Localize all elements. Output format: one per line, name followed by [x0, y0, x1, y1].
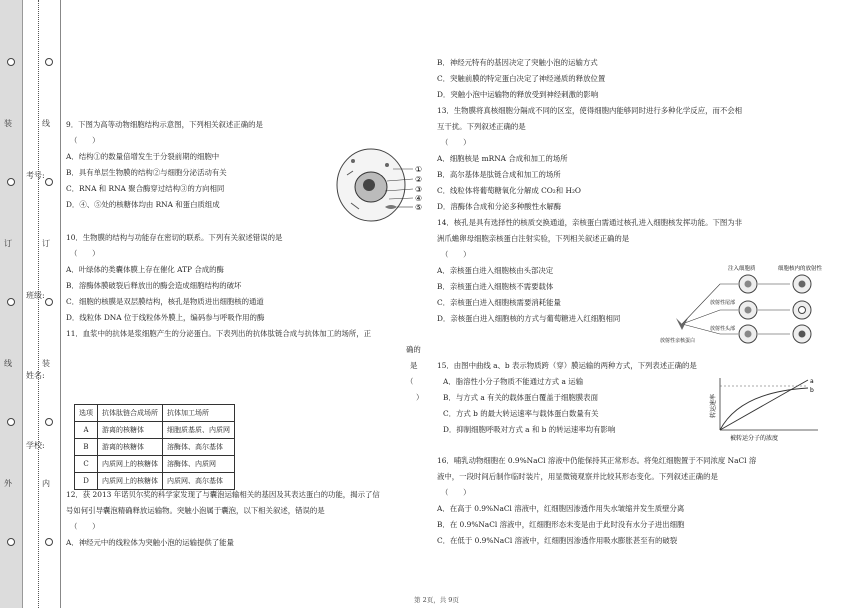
table-header: 选项: [75, 405, 98, 422]
curve-label: a: [810, 378, 814, 385]
table-cell: 游离的核糖体: [98, 422, 163, 439]
q10-stem: 10．生物膜的结构与功能存在密切的联系。下列有关叙述错误的是: [66, 233, 283, 242]
q14-stem-2: 洲爪蟾卵母细胞亲核蛋白注射实验，下列相关叙述正确的是: [437, 234, 630, 243]
q9-blank: （ ）: [70, 136, 100, 145]
q14-stem: 14．核孔是具有选择性的核质交换通道，亲核蛋白需通过核孔进入细胞核发挥功能。下图为非: [437, 218, 743, 227]
inner-mark: 线: [42, 119, 50, 128]
table-cell: 溶酶体、高尔基体: [163, 439, 235, 456]
q12-option-c: C．突触前膜的特定蛋白决定了神经递质的释放位置: [437, 74, 606, 83]
q12-stem-2: 号如何引导囊泡精确释放运输物。突触小泡属于囊泡，以下相关叙述，错误的是: [66, 506, 325, 515]
q16-option-b: B．在 0.9%NaCl 溶液中，红细胞形态未变是由于此时没有水分子进出细胞: [437, 520, 685, 529]
q15-option-c: C．方式 b 的最大转运速率与载体蛋白数量有关: [443, 409, 599, 418]
q9-option-a: A．结构①的数量倍增发生于分裂前期的细胞中: [66, 152, 220, 161]
q15-option-b: B．与方式 a 有关的载体蛋白覆盖于细胞膜表面: [443, 393, 598, 402]
q12-option-a: A．神经元中的线粒体为突触小泡的运输提供了能量: [66, 538, 234, 547]
q11-tail: 是: [410, 361, 418, 370]
q13-blank: （ ）: [441, 138, 471, 147]
table-row: [75, 422, 235, 439]
binding-mark: 订: [4, 239, 12, 248]
table-cell: B: [75, 439, 98, 456]
q9-option-c: C．RNA 和 RNA 聚合酶穿过结构③的方向相同: [66, 184, 225, 193]
q12-stem: 12．获 2013 年诺贝尔奖的科学家发现了与囊泡运输相关的基因及其表达蛋白的功能，揭示了信: [66, 490, 380, 499]
field-label: 学校:: [26, 441, 45, 450]
x-axis-label: 被转运分子的浓度: [730, 435, 779, 442]
fig-label: ①: [415, 165, 423, 174]
q10-option-a: A．叶绿体的类囊体膜上存在催化 ATP 合成的酶: [66, 265, 224, 274]
table-cell: C: [75, 456, 98, 473]
q10-option-b: B．溶酶体膜破裂后释放出的酶会造成细胞结构的破坏: [66, 281, 242, 290]
q11-table: [74, 404, 235, 490]
q15-stem: 15．由图中曲线 a、b 表示物质跨（穿）膜运输的两种方式，下列表述正确的是: [437, 361, 697, 370]
q14-option-a: A．亲核蛋白进入细胞核由头部决定: [437, 266, 554, 275]
q13-option-d: D．溶酶体合成和分泌多种酸性水解酶: [437, 202, 562, 211]
table-row: [75, 439, 235, 456]
q12-blank: （ ）: [70, 522, 100, 531]
cut-line: [38, 0, 39, 608]
q13-stem-2: 互干扰。下列叙述正确的是: [437, 122, 526, 131]
q16-stem: 16．哺乳动物细胞在 0.9%NaCl 溶液中仍能保持其正常形态。将兔红细胞置于不同浓度 NaCl 溶: [437, 456, 757, 465]
q16-stem-2: 液中，一段时间后制作临时装片，用显微镜观察并比较其形态变化。下列叙述正确的是: [437, 472, 718, 481]
nuclear-protein-figure: [660, 262, 838, 346]
q14-blank: （ ）: [441, 250, 471, 259]
binding-mark: 装: [4, 119, 12, 128]
binding-mark: 线: [4, 359, 12, 368]
inner-mark: 订: [42, 239, 50, 248]
q12-option-d: D．突触小泡中运输物的释放受到神经刺激的影响: [437, 90, 599, 99]
table-cell: 内质网上的核糖体: [98, 473, 163, 490]
table-header-row: [75, 405, 235, 422]
q13-option-c: C．线粒体将葡萄糖氧化分解成 CO₂和 H₂O: [437, 186, 581, 195]
q11-tail: （: [406, 377, 414, 386]
page-footer: 第 2页，共 9页: [414, 596, 459, 604]
q15-option-d: D．抑制细胞呼吸对方式 a 和 b 的转运速率均有影响: [443, 425, 616, 434]
binding-circle: [7, 298, 15, 306]
field-label: 班级:: [26, 291, 45, 300]
q14-option-d: D．亲核蛋白进入细胞核的方式与葡萄糖进入红细胞相同: [437, 314, 621, 323]
fig-label: ④: [415, 194, 423, 203]
binding-margin: [0, 0, 62, 608]
q9-option-d: D．④、⑤处的核糖体均由 RNA 和蛋白质组成: [66, 200, 220, 209]
q11-stem: 11．血浆中的抗体是浆细胞产生的分泌蛋白。下表列出的抗体肽链合成与抗体加工的场所，正: [66, 329, 372, 338]
table-header: 抗体肽链合成场所: [98, 405, 163, 422]
table-row: [75, 473, 235, 490]
q14-option-c: C．亲核蛋白进入细胞核需要消耗能量: [437, 298, 561, 307]
q10-blank: （ ）: [70, 249, 100, 258]
curve-label: b: [810, 387, 814, 394]
q16-option-c: C．在低于 0.9%NaCl 溶液中，红细胞因渗透作用吸水膨胀甚至有的破裂: [437, 536, 678, 545]
q13-option-a: A．细胞核是 mRNA 合成和加工的场所: [437, 154, 568, 163]
q11-tail: 确的: [406, 345, 421, 354]
fig-label: 放射性头部: [710, 326, 736, 332]
inner-mark: 装: [42, 359, 50, 368]
binding-circle: [7, 538, 15, 546]
fig-label: ②: [415, 175, 423, 184]
table-cell: 内质网、高尔基体: [163, 473, 235, 490]
margin-line: [60, 0, 61, 608]
transport-rate-figure: [706, 374, 830, 442]
binding-mark: 外: [4, 479, 12, 488]
q14-option-b: B．亲核蛋白进入细胞核不需要载体: [437, 282, 554, 291]
binding-circle: [45, 178, 53, 186]
q15-option-a: A．脂溶性小分子物质不能通过方式 a 运输: [443, 377, 584, 386]
q10-option-c: C．细胞的核膜是双层膜结构，核孔是物质进出细胞核的通道: [66, 297, 264, 306]
q12-option-b: B．神经元特有的基因决定了突触小泡的运输方式: [437, 58, 598, 67]
table-header: 抗体加工场所: [163, 405, 235, 422]
binding-circle: [7, 58, 15, 66]
y-axis-label: 转运速率: [710, 393, 717, 418]
fig-label: ③: [415, 185, 423, 194]
binding-circle: [45, 58, 53, 66]
fig-label: 细胞核内的放射性: [778, 266, 823, 272]
q13-option-b: B．高尔基体是肽链合成和加工的场所: [437, 170, 561, 179]
binding-circle: [45, 418, 53, 426]
inner-mark: 内: [42, 479, 50, 488]
q13-stem: 13．生物膜将真核细胞分隔成不同的区室，使得细胞内能够同时进行多种化学反应，而不会相: [437, 106, 743, 115]
field-label: 姓名:: [26, 371, 45, 380]
binding-circle: [45, 538, 53, 546]
table-row: [75, 456, 235, 473]
fig-label: 放射性亲核蛋白: [660, 338, 696, 344]
fig-label: ⑤: [415, 203, 423, 212]
table-cell: A: [75, 422, 98, 439]
field-label: 考号:: [26, 171, 45, 180]
q9-option-b: B．具有单层生物膜的结构②与细胞分泌活动有关: [66, 168, 227, 177]
fig-label: 放射性尾部: [710, 300, 736, 306]
binding-circle: [7, 418, 15, 426]
binding-circle: [7, 178, 15, 186]
table-cell: D: [75, 473, 98, 490]
q10-option-d: D．线粒体 DNA 位于线粒体外膜上，编码参与呼吸作用的酶: [66, 313, 265, 322]
q9-stem: 9．下图为高等动物细胞结构示意图，下列相关叙述正确的是: [66, 120, 263, 129]
table-cell: 内质网上的核糖体: [98, 456, 163, 473]
table-cell: 溶酶体、内质网: [163, 456, 235, 473]
table-cell: 游离的核糖体: [98, 439, 163, 456]
q16-blank: （ ）: [441, 488, 471, 497]
table-cell: 细胞质基质、内质网: [163, 422, 235, 439]
binding-circle: [45, 298, 53, 306]
q16-option-a: A．在高于 0.9%NaCl 溶液中，红细胞因渗透作用失水皱缩并发生质壁分离: [437, 504, 685, 513]
q11-tail: ）: [416, 393, 424, 402]
cell-structure-figure: [333, 145, 433, 225]
fig-label: 注入细胞质: [728, 266, 756, 272]
